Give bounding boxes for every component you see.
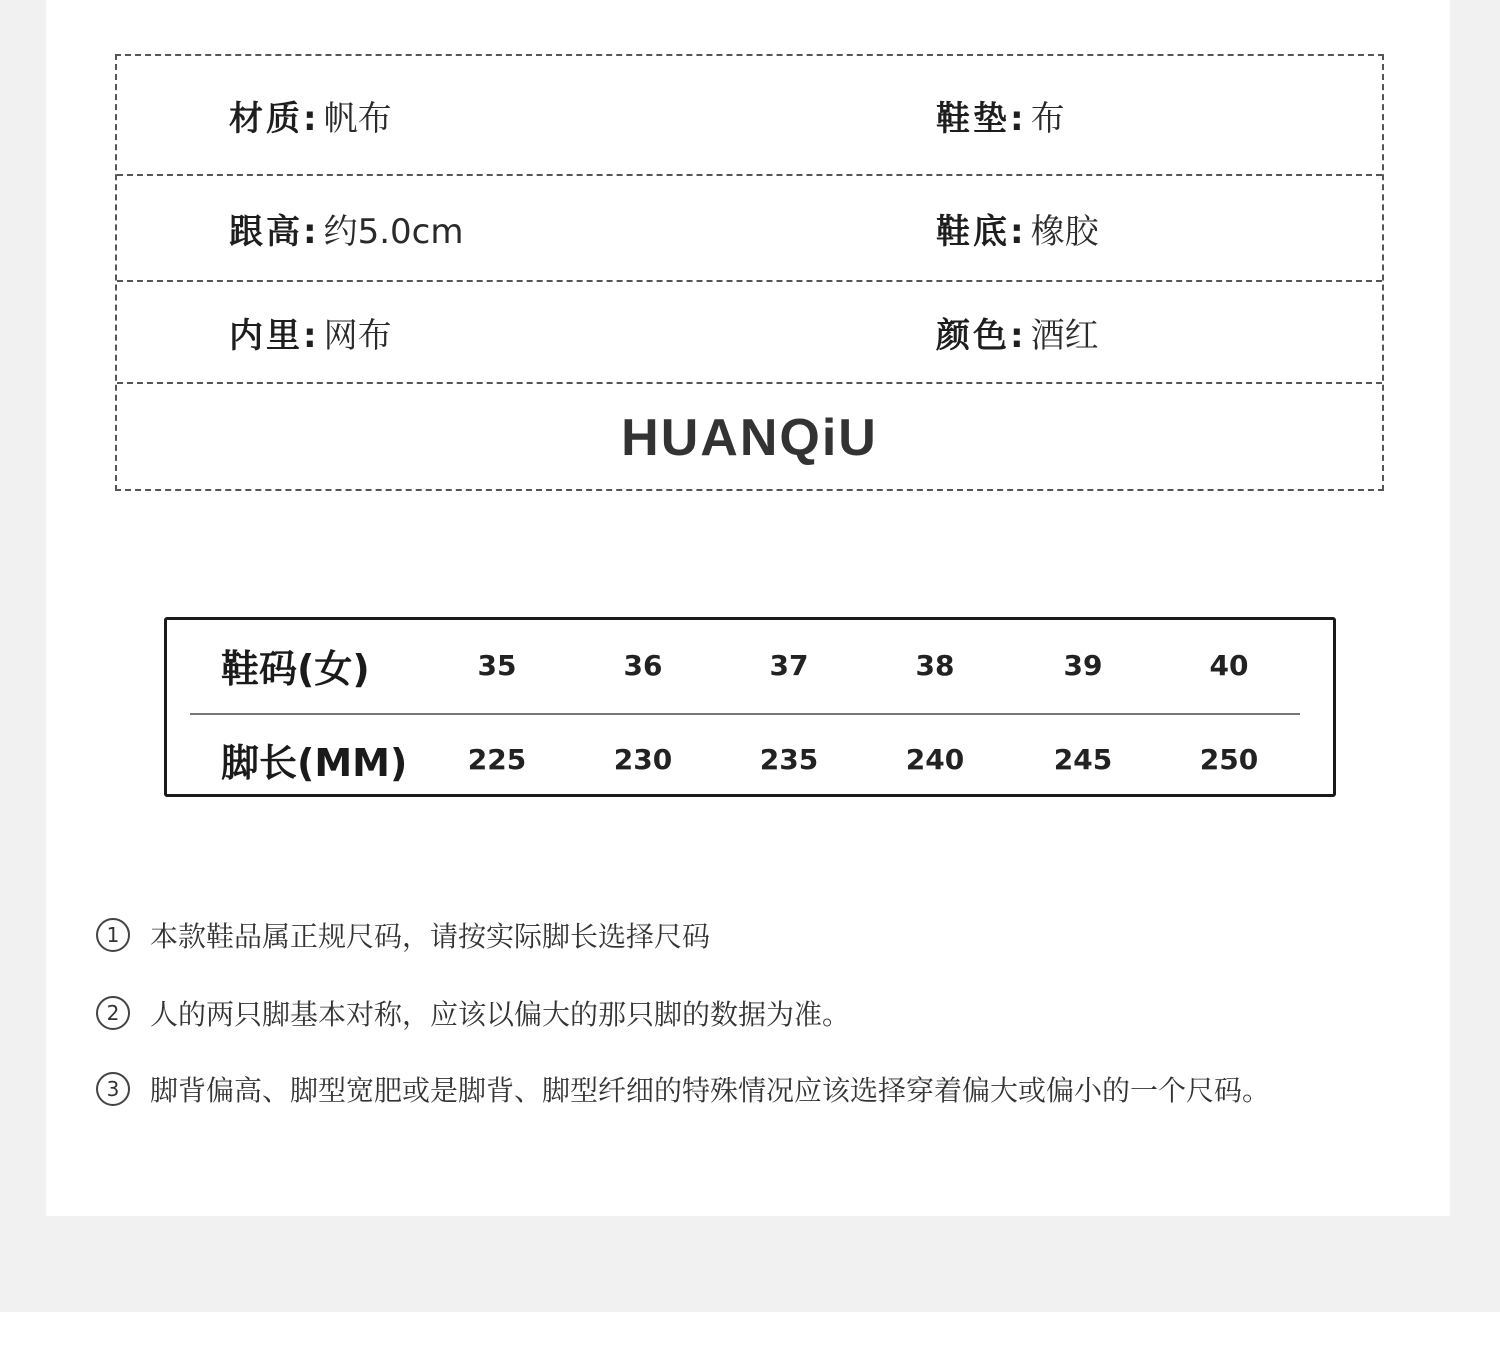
spec-row	[117, 176, 1382, 282]
size-table	[164, 617, 1336, 797]
size-cell: 39	[1063, 648, 1103, 682]
length-cell: 240	[905, 742, 965, 776]
spec-label: 材质:	[229, 98, 320, 139]
spec-value: 网布	[323, 315, 392, 356]
note-number: 1	[96, 918, 130, 952]
size-row-shoe-size	[167, 620, 1333, 710]
size-row-foot-length	[167, 714, 1333, 804]
length-cell: 250	[1199, 742, 1259, 776]
spec-row	[117, 56, 1382, 176]
note-item	[96, 915, 710, 955]
spec-value: 酒红	[1030, 315, 1099, 356]
spec-value: 约5.0cm	[323, 211, 464, 252]
length-cell: 235	[759, 742, 819, 776]
length-cell: 245	[1053, 742, 1113, 776]
spec-item-material	[229, 56, 392, 174]
spec-label: 鞋垫:	[936, 98, 1027, 139]
note-text: 脚背偏高、脚型宽肥或是脚背、脚型纤细的特殊情况应该选择穿着偏大或偏小的一个尺码。	[150, 1074, 1271, 1107]
spec-value: 布	[1030, 98, 1065, 139]
brand-row	[117, 384, 1382, 491]
length-cell: 225	[467, 742, 527, 776]
spec-label: 跟高:	[229, 211, 320, 252]
spec-row	[117, 282, 1382, 384]
spec-value: 帆布	[323, 98, 392, 139]
size-cell: 37	[769, 648, 809, 682]
spec-item-sole	[936, 176, 1099, 280]
spec-item-color	[936, 282, 1099, 382]
length-cell: 230	[613, 742, 673, 776]
spec-label: 鞋底:	[936, 211, 1027, 252]
spec-label: 内里:	[229, 315, 320, 356]
note-item	[96, 993, 850, 1033]
spec-label: 颜色:	[936, 315, 1027, 356]
size-row-label: 鞋码(女)	[221, 646, 370, 691]
spec-item-heel-height	[229, 176, 464, 280]
note-item	[96, 1069, 1270, 1109]
size-cell: 36	[623, 648, 663, 682]
size-cell: 35	[477, 648, 517, 682]
brand-logo: HUANQiU	[621, 408, 878, 467]
note-text: 人的两只脚基本对称，应该以偏大的那只脚的数据为准。	[150, 998, 851, 1031]
size-cell: 38	[915, 648, 955, 682]
spec-value: 橡胶	[1030, 211, 1099, 252]
spec-table	[115, 54, 1384, 491]
note-number: 2	[96, 996, 130, 1030]
size-row-label: 脚长(MM)	[221, 740, 408, 785]
size-cell: 40	[1209, 648, 1249, 682]
spec-item-insole	[936, 56, 1065, 174]
note-text: 本款鞋品属正规尺码，请按实际脚长选择尺码	[150, 920, 711, 953]
spec-item-lining	[229, 282, 392, 382]
note-number: 3	[96, 1072, 130, 1106]
